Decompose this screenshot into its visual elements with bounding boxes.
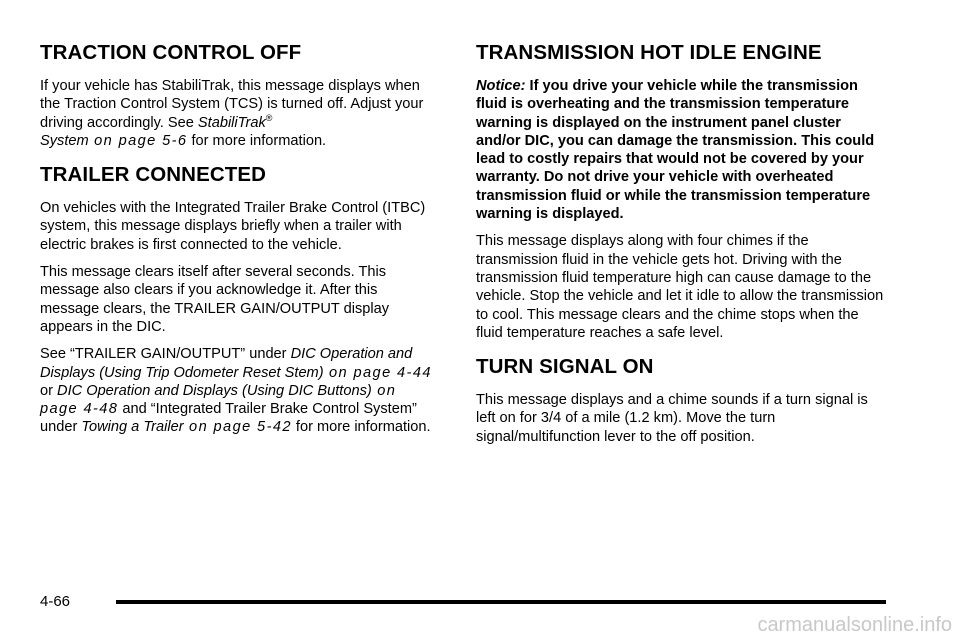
text: and “Integrated Trailer Brake Control System” under (40, 401, 417, 436)
notice-text: If you drive your vehicle while the transmission fluid is overheating and the transmission temperature warning is displayed on the instrument panel cluster and/or DIC, you can damage the transmission. This could lead to costly repairs that would not be covered by your warranty. Do not drive your vehicle with overheated transmission fluid or while the transmission temperature warning is displayed. (476, 78, 875, 223)
registered-mark: ® (265, 112, 273, 123)
heading-transmission-hot-idle-engine: TRANSMISSION HOT IDLE ENGINE (476, 41, 822, 64)
stabilitrak-link[interactable]: StabiliTrak (197, 114, 266, 131)
heading-trailer-connected: TRAILER CONNECTED (40, 163, 267, 187)
left-column (40, 40, 432, 446)
trailer-connected-paragraph-2: This message clears itself after several seconds. This message also clears if you acknowledge it. After this message clears, the TRAILER GAIN/OUTPUT display appears in the DIC. (40, 264, 390, 335)
trailer-connected-paragraph-3 (40, 345, 432, 436)
notice-label: Notice: (476, 78, 526, 94)
towing-a-trailer-link[interactable]: Towing a Trailer (81, 419, 184, 436)
text: or (40, 382, 58, 399)
text: See “TRAILER GAIN/OUTPUT” under (40, 346, 291, 363)
page-number: 4-66 (40, 593, 71, 610)
dic-operation-stem-link[interactable]: DIC Operation and Displays (Using Trip Odometer Reset Stem) (40, 346, 413, 381)
transmission-paragraph: This message displays along with four chimes if the transmission fluid in the vehicle gets hot. Driving with the transmission fluid temperature high can cause damage to the vehicle. Stop the vehicle and let it idle to allow the transmission to cool. This message clears and the chime stops when the fluid temperature reaches a safe level. (476, 233, 884, 341)
dic-operation-buttons-link[interactable]: DIC Operation and Displays (Using DIC Buttons) (57, 382, 372, 399)
watermark: carmanualsonline.info (757, 614, 952, 636)
trailer-connected-paragraph-1: On vehicles with the Integrated Trailer Brake Control (ITBC) system, this message displays briefly when a trailer with electric brakes is first connected to the vehicle. (40, 200, 426, 253)
page-ref[interactable]: on page 5‑42 (183, 419, 292, 436)
text: for more information. (291, 419, 431, 436)
page-ref[interactable]: on page 5‑6 (88, 132, 188, 149)
footer-rule (116, 600, 886, 604)
page-ref[interactable]: on page 4‑48 (40, 382, 397, 418)
notice-paragraph (476, 77, 886, 223)
text: for more information. (187, 132, 327, 149)
right-column (476, 40, 886, 455)
system-link[interactable]: System (40, 132, 89, 149)
heading-turn-signal-on: TURN SIGNAL ON (476, 355, 654, 379)
text: If your vehicle has StabiliTrak, this message displays when the Traction Control System (TCS) is turned off. Adjust your driving accordingly. See (40, 78, 424, 131)
page-ref[interactable]: on page 4‑44 (323, 364, 432, 381)
heading-traction-control-off: TRACTION CONTROL OFF (40, 41, 302, 64)
traction-control-paragraph (40, 77, 432, 150)
turn-signal-paragraph: This message displays and a chime sounds if a turn signal is left on for 3/4 of a mile (1.2 km). Move the turn signal/multifunction lever to the off position. (476, 392, 868, 445)
